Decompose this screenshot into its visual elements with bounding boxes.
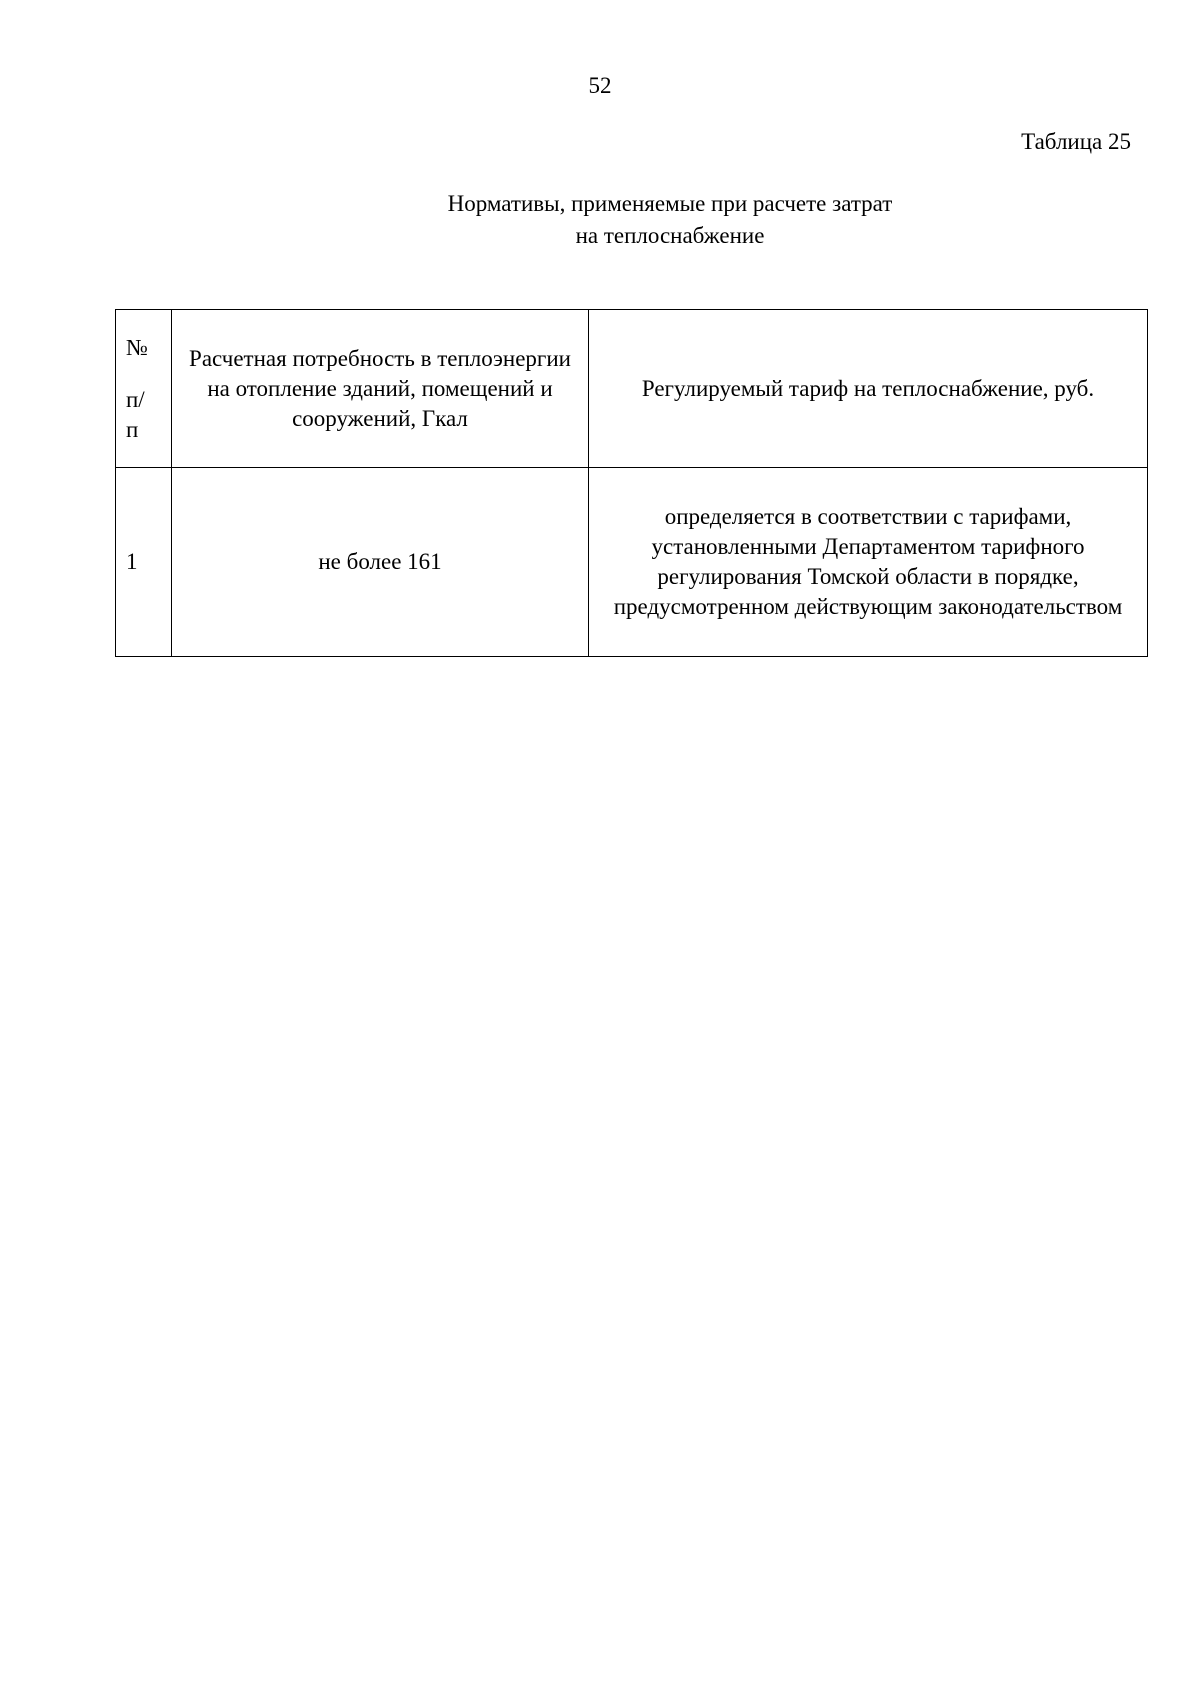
norms-table <box>115 309 1148 657</box>
table-header-row <box>116 310 1148 468</box>
header-number-pp-2: п <box>126 416 139 442</box>
header-tariff: Регулируемый тариф на теплоснабжение, руб. <box>589 310 1148 468</box>
page-number: 52 <box>588 73 612 98</box>
document-title <box>280 188 1060 252</box>
title-line-1: Нормативы, применяемые при расчете затрат <box>447 191 893 216</box>
table-row <box>116 468 1148 657</box>
title-line-2: на теплоснабжение <box>575 223 765 248</box>
header-number-pp-1: п/ <box>126 386 145 412</box>
row-need: не более 161 <box>172 468 589 657</box>
header-number <box>116 310 172 468</box>
row-tariff: определяется в соответствии с тарифами, установленными Департаментом тарифного регулирования Томской области в порядке, предусмотренном действующим законодательством <box>589 468 1148 657</box>
header-number-symbol: № <box>126 334 148 360</box>
table-label: Таблица 25 <box>1021 129 1131 154</box>
header-need: Расчетная потребность в теплоэнергии на отопление зданий, помещений и сооружений, Гкал <box>172 310 589 468</box>
row-number: 1 <box>116 468 172 657</box>
